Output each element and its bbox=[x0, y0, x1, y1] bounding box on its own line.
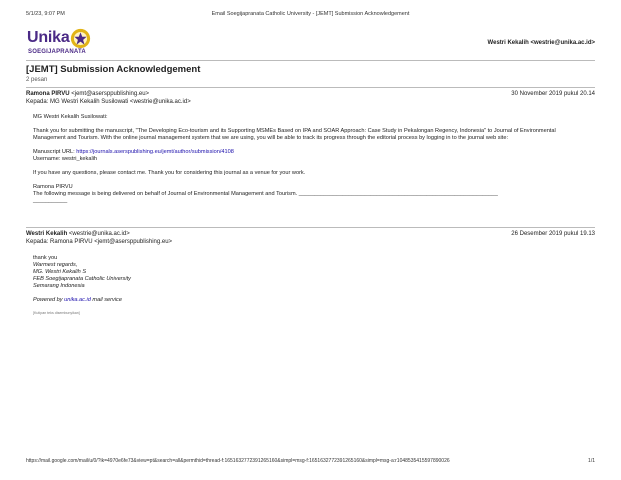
signature-line: Warmest regards, bbox=[33, 262, 78, 268]
recipient: Kepada: Ramona PIRVU <jemt@asersppublishing.eu> bbox=[26, 238, 173, 245]
message-date: 26 Desember 2019 pukul 19.13 bbox=[511, 231, 595, 237]
print-title: Email Soegijapranata Catholic University - [JEMT] Submission Acknowledgement bbox=[211, 11, 410, 17]
delivery-note: The following message is being delivered on behalf of Journal of Environmental Management and Tourism. ________________________________________________________________ bbox=[33, 191, 498, 197]
username-line: Username: westri_kekalih bbox=[33, 156, 98, 162]
url-label: Manuscript URL: bbox=[33, 149, 75, 155]
print-url: https://mail.google.com/mail/u/0/?ik=4970e6fe73&view=pt&search=all&permthid=thread-f:1651632772391265160&simpl=msg-f:1651632772391265160&simpl=msg-a:r1048535415597890026 bbox=[26, 458, 450, 464]
page-number: 1/1 bbox=[588, 458, 595, 464]
thread-subject: [JEMT] Submission Acknowledgement bbox=[26, 64, 201, 75]
signature-name: Ramona PIRVU bbox=[33, 184, 73, 190]
print-header bbox=[26, 11, 595, 21]
greeting: MG Westri Kekalih Susilowati: bbox=[33, 114, 108, 120]
powered-by bbox=[33, 297, 578, 304]
delivery-rule: ___________ bbox=[33, 198, 68, 204]
divider bbox=[26, 60, 595, 61]
body-paragraph: If you have any questions, please contact me. Thank you for considering this journal as a venue for your work. bbox=[33, 170, 306, 176]
seal-icon bbox=[70, 28, 91, 49]
logo-subtitle: SOEGIJAPRANATA bbox=[28, 49, 86, 55]
divider bbox=[26, 227, 595, 228]
sender-name: Ramona PIRVU bbox=[26, 91, 70, 97]
reply-text: thank you bbox=[33, 255, 58, 261]
logo-word: Unika bbox=[27, 29, 70, 46]
signature-line: FEB Soegijapranata Catholic University bbox=[33, 276, 131, 282]
recipient: Kepada: MG Westri Kekalih Susilowati <westrie@unika.ac.id> bbox=[26, 98, 191, 105]
manuscript-url-line bbox=[33, 149, 578, 156]
powered-suffix: mail service bbox=[92, 297, 122, 303]
signature-line: MG. Westri Kekalih S bbox=[33, 269, 87, 275]
message-date: 30 November 2019 pukul 20.14 bbox=[511, 91, 595, 97]
unika-logo[interactable] bbox=[27, 28, 107, 58]
manuscript-link[interactable]: https://journals.aserspublishing.eu/jemt/author/submission/4108 bbox=[76, 149, 234, 155]
sender-email: <westrie@unika.ac.id> bbox=[68, 231, 130, 237]
message-count: 2 pesan bbox=[26, 77, 48, 83]
powered-link[interactable]: unika.ac.id bbox=[64, 297, 91, 303]
sender bbox=[26, 91, 595, 97]
message-header bbox=[26, 231, 595, 245]
body-paragraph: Thank you for submitting the manuscript, "The Developing Eco-tourism and its Supporting MSMEs Based on IPA and SOAR Approach: Case Study in Pekalongan Regency, Indonesia" to Journal of Environmental Management and Tourism. With the online journal management system that we are using, you will be able to track its progress through the editorial process by logging in to the journal web site: bbox=[33, 128, 556, 141]
divider bbox=[26, 87, 595, 88]
print-datetime: 5/1/23, 9:07 PM bbox=[26, 11, 65, 17]
powered-prefix: Powered by bbox=[33, 297, 63, 303]
signature-line: Semarang Indonesia bbox=[33, 283, 85, 289]
message-header bbox=[26, 91, 595, 105]
sender bbox=[26, 231, 595, 237]
sender-name: Westri Kekalih bbox=[26, 231, 68, 237]
hidden-quote-toggle[interactable]: [Kutipan teks disembunyikan] bbox=[33, 311, 80, 315]
message-body bbox=[33, 114, 578, 205]
message-body bbox=[33, 255, 578, 317]
account-label: Westri Kekalih <westrie@unika.ac.id> bbox=[487, 40, 595, 46]
sender-email: <jemt@asersppublishing.eu> bbox=[71, 91, 150, 97]
